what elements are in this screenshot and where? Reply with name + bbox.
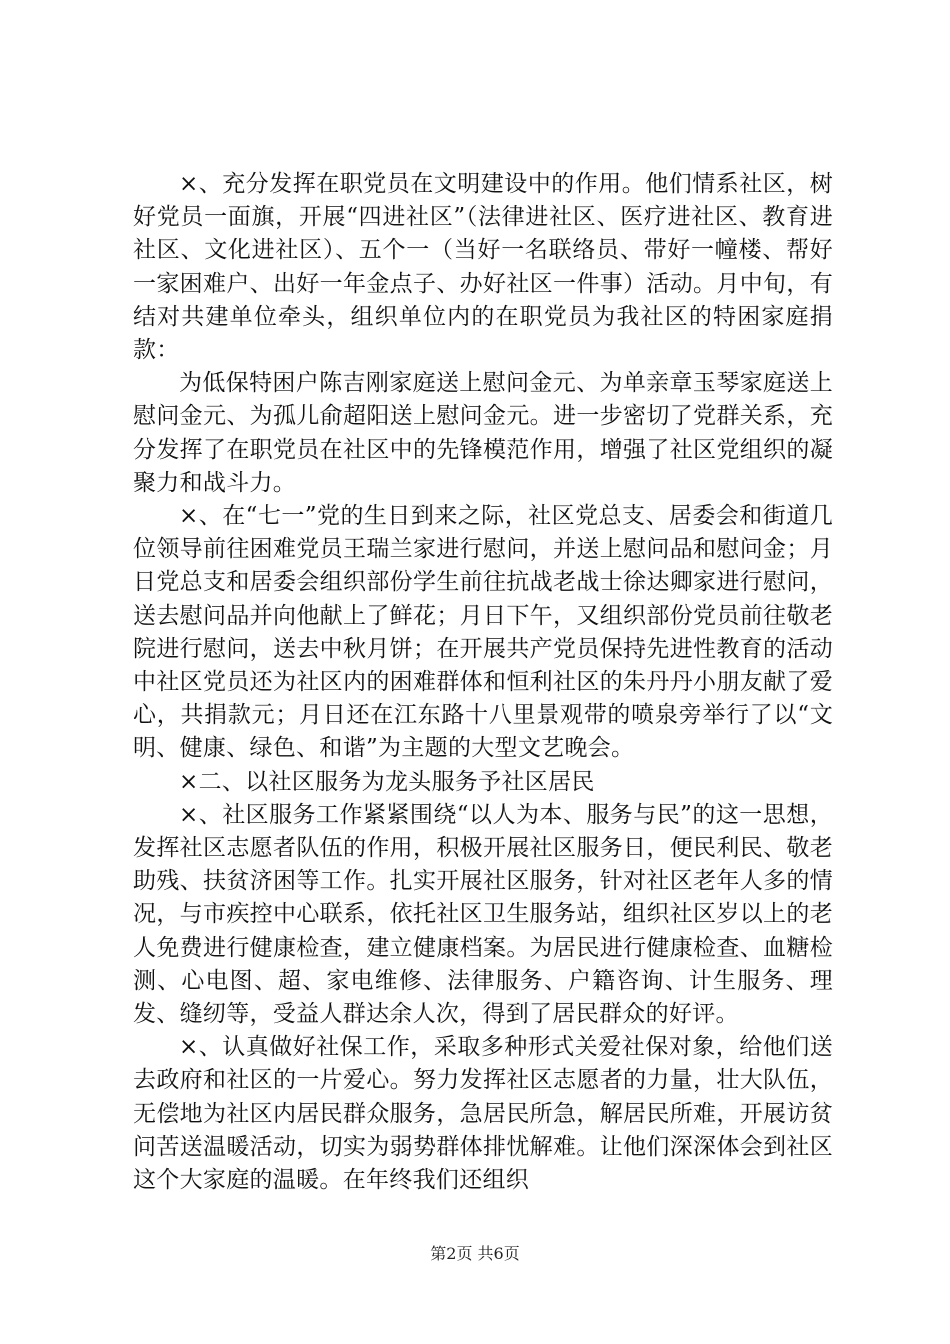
document-body [133,168,833,1197]
section-heading: ×二、以社区服务为龙头服务予社区居民 [179,768,595,795]
paragraph: 为低保特困户陈吉刚家庭送上慰问金元、为单亲章玉琴家庭送上慰问金元、为孤儿俞超阳送上慰问金元。进一步密切了党群关系，充分发挥了在职党员在社区中的先锋模范作用，增强了社区党组织的凝聚力和战斗力。 [133,370,833,496]
page-number-footer: 第2页 共6页 [430,1244,520,1263]
paragraph: ×、认真做好社保工作，采取多种形式关爱社保对象，给他们送去政府和社区的一片爱心。努力发挥社区志愿者的力量，壮大队伍，无偿地为社区内居民群众服务，急居民所急，解居民所难，开展访贫问苦送温暖活动，切实为弱势群体排忧解难。让他们深深体会到社区这个大家庭的温暖。在年终我们还组织 [133,1034,833,1194]
paragraph: ×、社区服务工作紧紧围绕“以人为本、服务与民”的这一思想，发挥社区志愿者队伍的作用，积极开展社区服务日，便民利民、敬老助残、扶贫济困等工作。扎实开展社区服务，针对社区老年人多的情况，与市疾控中心联系，依托社区卫生服务站，组织社区岁以上的老人免费进行健康检查，建立健康档案。为居民进行健康检查、血糖检测、心电图、超、家电维修、法律服务、户籍咨询、计生服务、理发、缝纫等，受益人群达余人次，得到了居民群众的好评。 [133,801,833,1028]
paragraph: ×、充分发挥在职党员在文明建设中的作用。他们情系社区，树好党员一面旗，开展“四进社区”（法律进社区、医疗进社区、教育进社区、文化进社区）、五个一（当好一名联络员、带好一幢楼、帮好一家困难户、出好一年金点子、办好社区一件事）活动。月中旬，有结对共建单位牵头，组织单位内的在职党员为我社区的特困家庭捐款： [133,171,833,364]
paragraph: ×、在“七一”党的生日到来之际，社区党总支、居委会和街道几位领导前往困难党员王瑞兰家进行慰问，并送上慰问品和慰问金；月日党总支和居委会组织部份学生前往抗战老战士徐达卿家进行慰问，送去慰问品并向他献上了鲜花；月日下午，又组织部份党员前往敬老院进行慰问，送去中秋月饼；在开展共产党员保持先进性教育的活动中社区党员还为社区内的困难群体和恒利社区的朱丹丹小朋友献了爱心，共捐款元；月日还在江东路十八里景观带的喷泉旁举行了以“文明、健康、绿色、和谐”为主题的大型文艺晚会。 [133,503,833,762]
